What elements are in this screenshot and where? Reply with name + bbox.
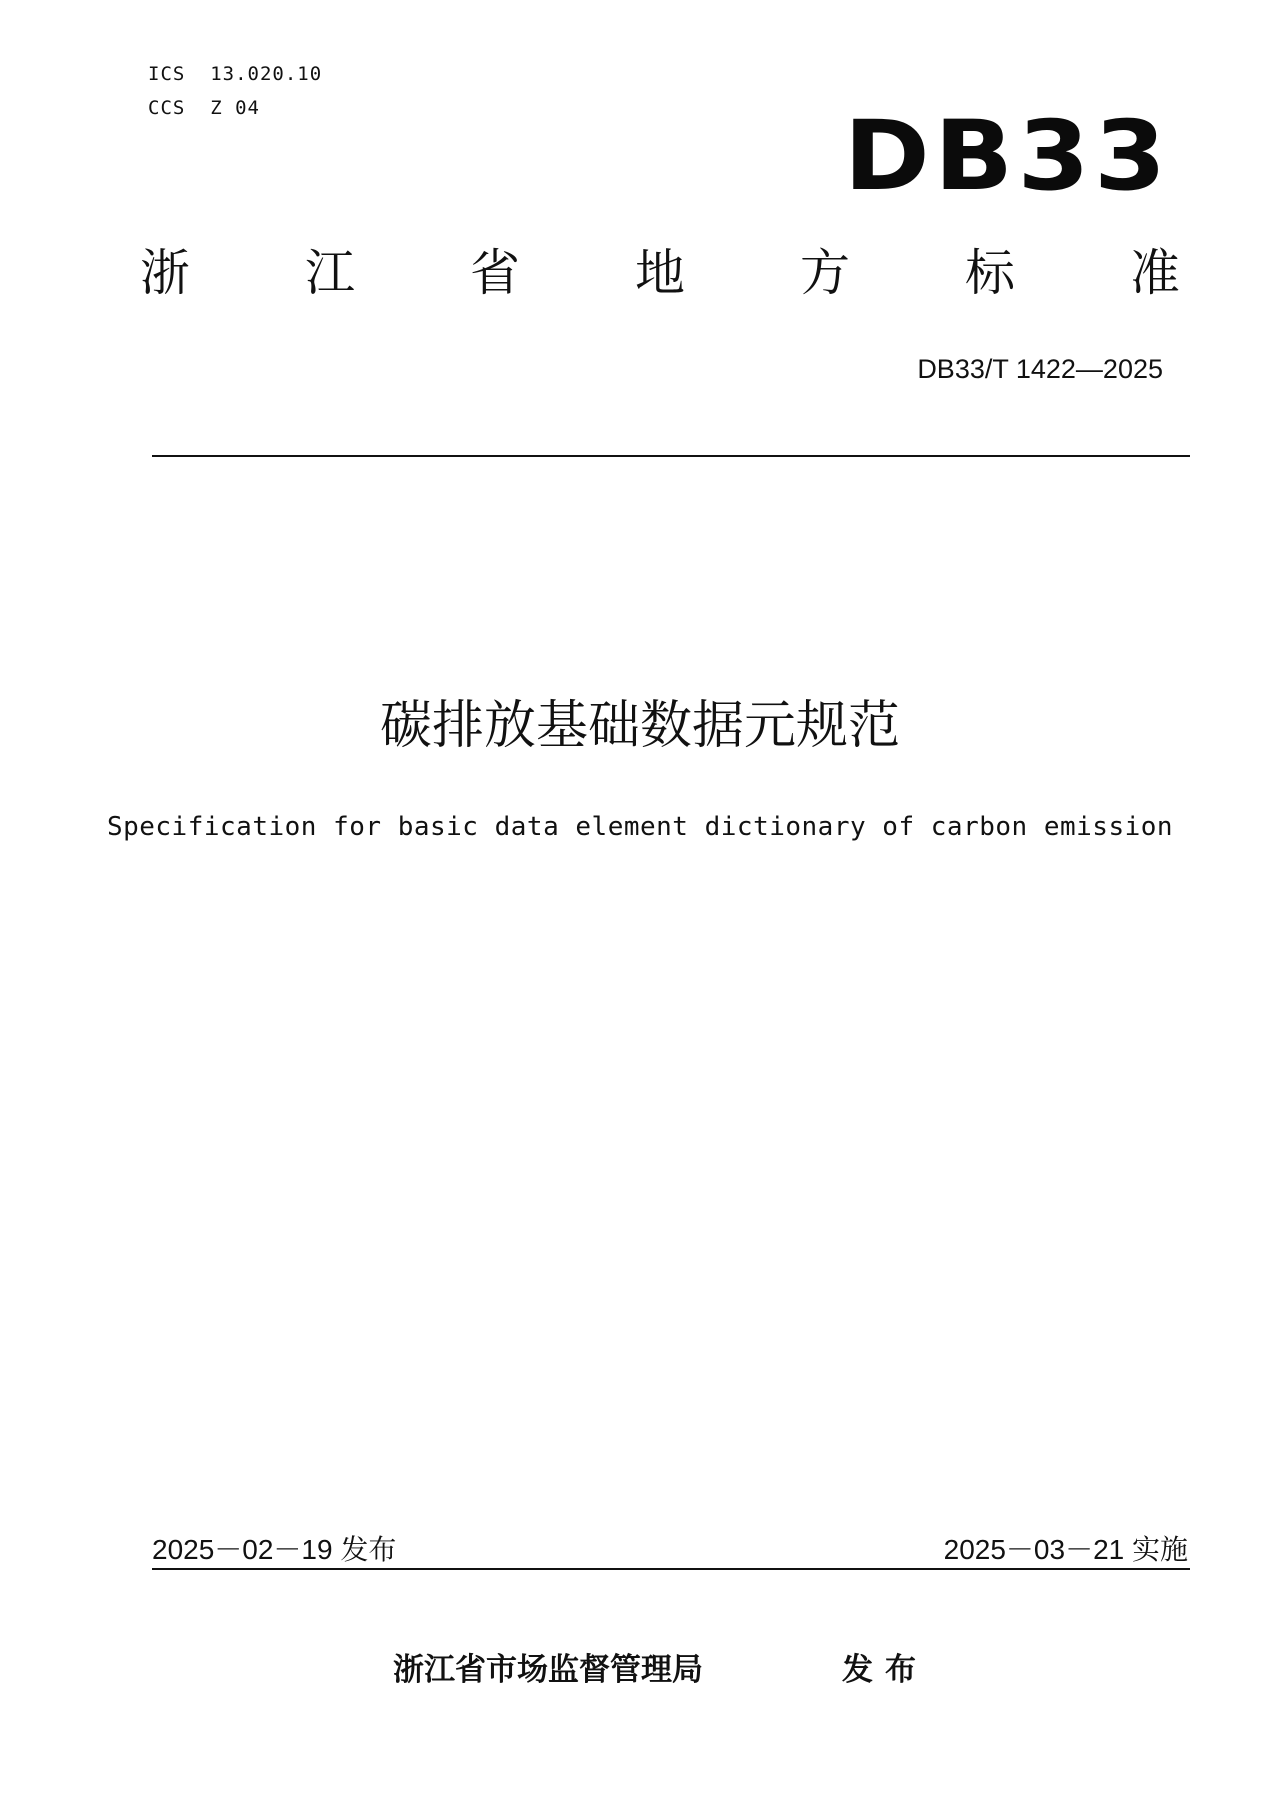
document-title-chinese: 碳排放基础数据元规范 (379, 696, 900, 756)
db33-logo: DB33 (843, 100, 1170, 212)
issued-label: 发布 (842, 1652, 928, 1688)
standard-type-char: 标 (965, 244, 1015, 302)
standard-type-char: 浙 (140, 244, 190, 302)
standard-type-char: 方 (800, 244, 850, 302)
standard-type-char: 准 (1130, 244, 1180, 302)
ccs-code: CCS Z 04 (148, 97, 260, 119)
standard-number: DB33/T 1422—2025 (917, 354, 1163, 384)
ics-code: ICS 13.020.10 (148, 63, 323, 85)
bottom-divider (152, 1568, 1190, 1570)
issuing-authority: 浙江省市场监督管理局 (393, 1652, 703, 1688)
standard-type-heading (140, 244, 1180, 302)
issue-date: 2025－02－19 发布 (152, 1534, 397, 1565)
top-divider (152, 455, 1190, 457)
standard-type-char: 地 (635, 244, 685, 302)
implementation-date: 2025－03－21 实施 (943, 1534, 1188, 1565)
standard-type-char: 省 (470, 244, 520, 302)
document-title-english: Specification for basic data element dictionary of carbon emission (106, 812, 1174, 842)
standard-type-char: 江 (305, 244, 355, 302)
